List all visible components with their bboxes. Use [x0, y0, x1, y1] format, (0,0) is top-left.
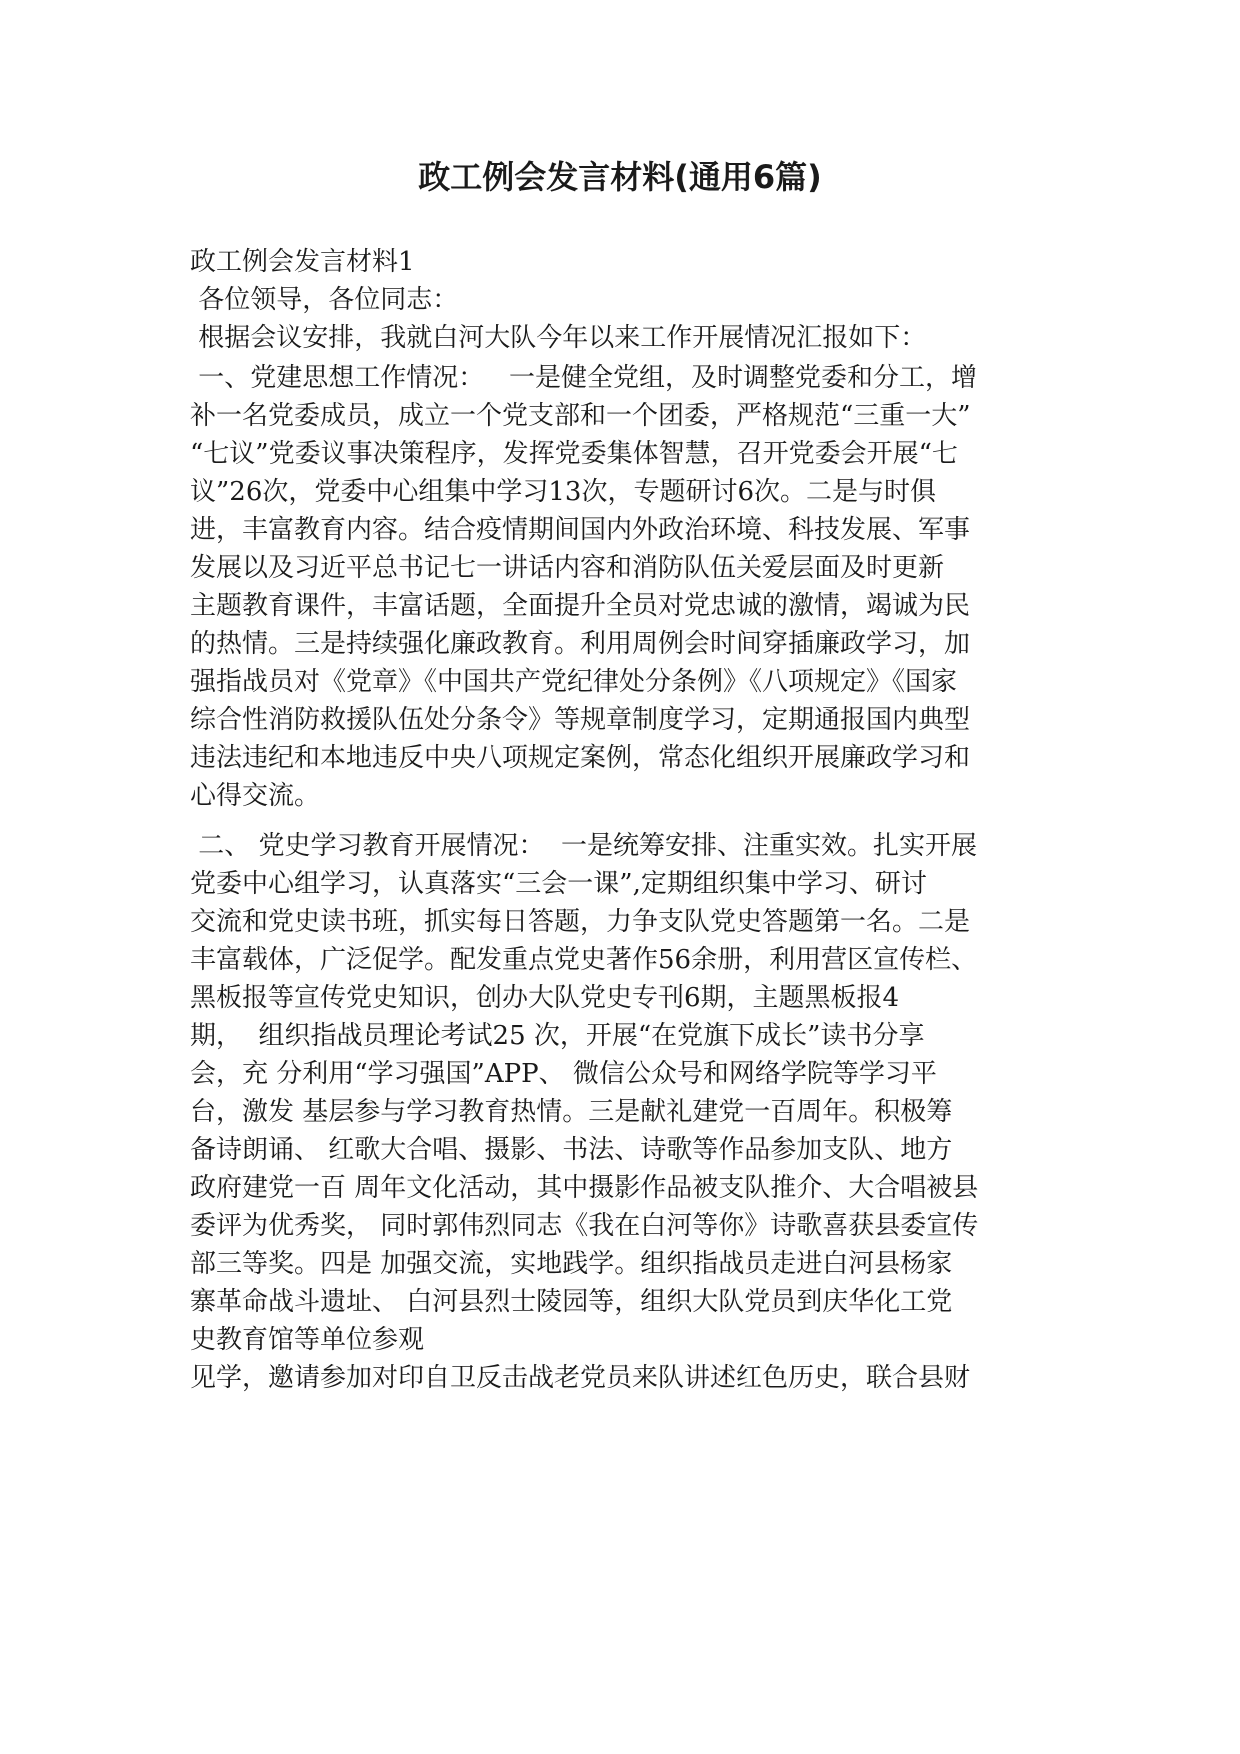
- text-line: 会，充 分利用“学习强国”APP、 微信公众号和网络学院等学习平: [190, 1059, 937, 1089]
- text-line: 备诗朗诵、 红歌大合唱、摄影、书法、诗歌等作品参加支队、地方: [190, 1135, 953, 1165]
- salutation: 各位领导，各位同志：: [190, 285, 459, 315]
- text-line: 补一名党委成员，成立一个党支部和一个团委，严格规范“三重一大”: [190, 401, 971, 431]
- text-line: 一、党建思想工作情况： 一是健全党组，及时调整党委和分工，增: [190, 363, 978, 393]
- text-line: 进，丰富教育内容。结合疫情期间国内外政治环境、科技发展、军事: [190, 515, 971, 545]
- text-line: “七议”党委议事决策程序，发挥党委集体智慧，召开党委会开展“七: [190, 439, 958, 469]
- text-line: 史教育馆等单位参观: [190, 1325, 425, 1355]
- text-line: 黑板报等宣传党史知识，创办大队党史专刊6期，主题黑板报4: [190, 983, 900, 1013]
- document-title: 政工例会发言材料(通用6篇): [418, 158, 822, 196]
- text-line: 综合性消防救援队伍处分条令》等规章制度学习，定期通报国内典型: [190, 705, 971, 735]
- text-line: 丰富载体，广泛促学。配发重点党史著作56余册，利用营区宣传栏、: [190, 945, 978, 975]
- text-line: 主题教育课件，丰富话题，全面提升全员对党忠诚的激情，竭诚为民: [190, 591, 971, 621]
- document-body: [190, 243, 1070, 1397]
- text-line: 的热情。三是持续强化廉政教育。利用周例会时间穿插廉政学习，加: [190, 629, 971, 659]
- text-line: 心得交流。: [190, 781, 321, 811]
- paragraph-party-building: [190, 359, 1070, 815]
- text-line: 政府建党一百 周年文化活动，其中摄影作品被支队推介、大合唱被县: [190, 1173, 979, 1203]
- text-line: 违法违纪和本地违反中央八项规定案例，常态化组织开展廉政学习和: [190, 743, 971, 773]
- text-line: 发展以及习近平总书记七一讲话内容和消防队伍关爱层面及时更新: [190, 553, 945, 583]
- text-line: 党委中心组学习，认真落实“三会一课”,定期组织集中学习、研讨: [190, 869, 927, 899]
- paragraph-party-history: [190, 827, 1070, 1397]
- text-line: 期， 组织指战员理论考试25 次，开展“在党旗下成长”读书分享: [190, 1021, 925, 1051]
- text-line: 部三等奖。四是 加强交流，实地践学。组织指战员走进白河县杨家: [190, 1249, 953, 1279]
- text-line: 二、 党史学习教育开展情况： 一是统筹安排、注重实效。扎实开展: [190, 831, 978, 861]
- text-line: 台，激发 基层参与学习教育热情。三是献礼建党一百周年。积极筹: [190, 1097, 953, 1127]
- intro-line: 根据会议安排，我就白河大队今年以来工作开展情况汇报如下：: [190, 323, 927, 353]
- text-line: 交流和党史读书班，抓实每日答题，力争支队党史答题第一名。二是: [190, 907, 971, 937]
- text-line: 议”26次，党委中心组集中学习13次，专题研讨6次。二是与时俱: [190, 477, 937, 507]
- text-line: 强指战员对《党章》《中国共产党纪律处分条例》《八项规定》《国家: [190, 667, 958, 697]
- text-line: 委评为优秀奖， 同时郭伟烈同志《我在白河等你》诗歌喜获县委宣传: [190, 1211, 979, 1241]
- text-line: 寨革命战斗遗址、 白河县烈士陵园等，组织大队党员到庆华化工党: [190, 1287, 953, 1317]
- section-heading: 政工例会发言材料1: [190, 247, 415, 277]
- text-line: 见学，邀请参加对印自卫反击战老党员来队讲述红色历史，联合县财: [190, 1363, 971, 1393]
